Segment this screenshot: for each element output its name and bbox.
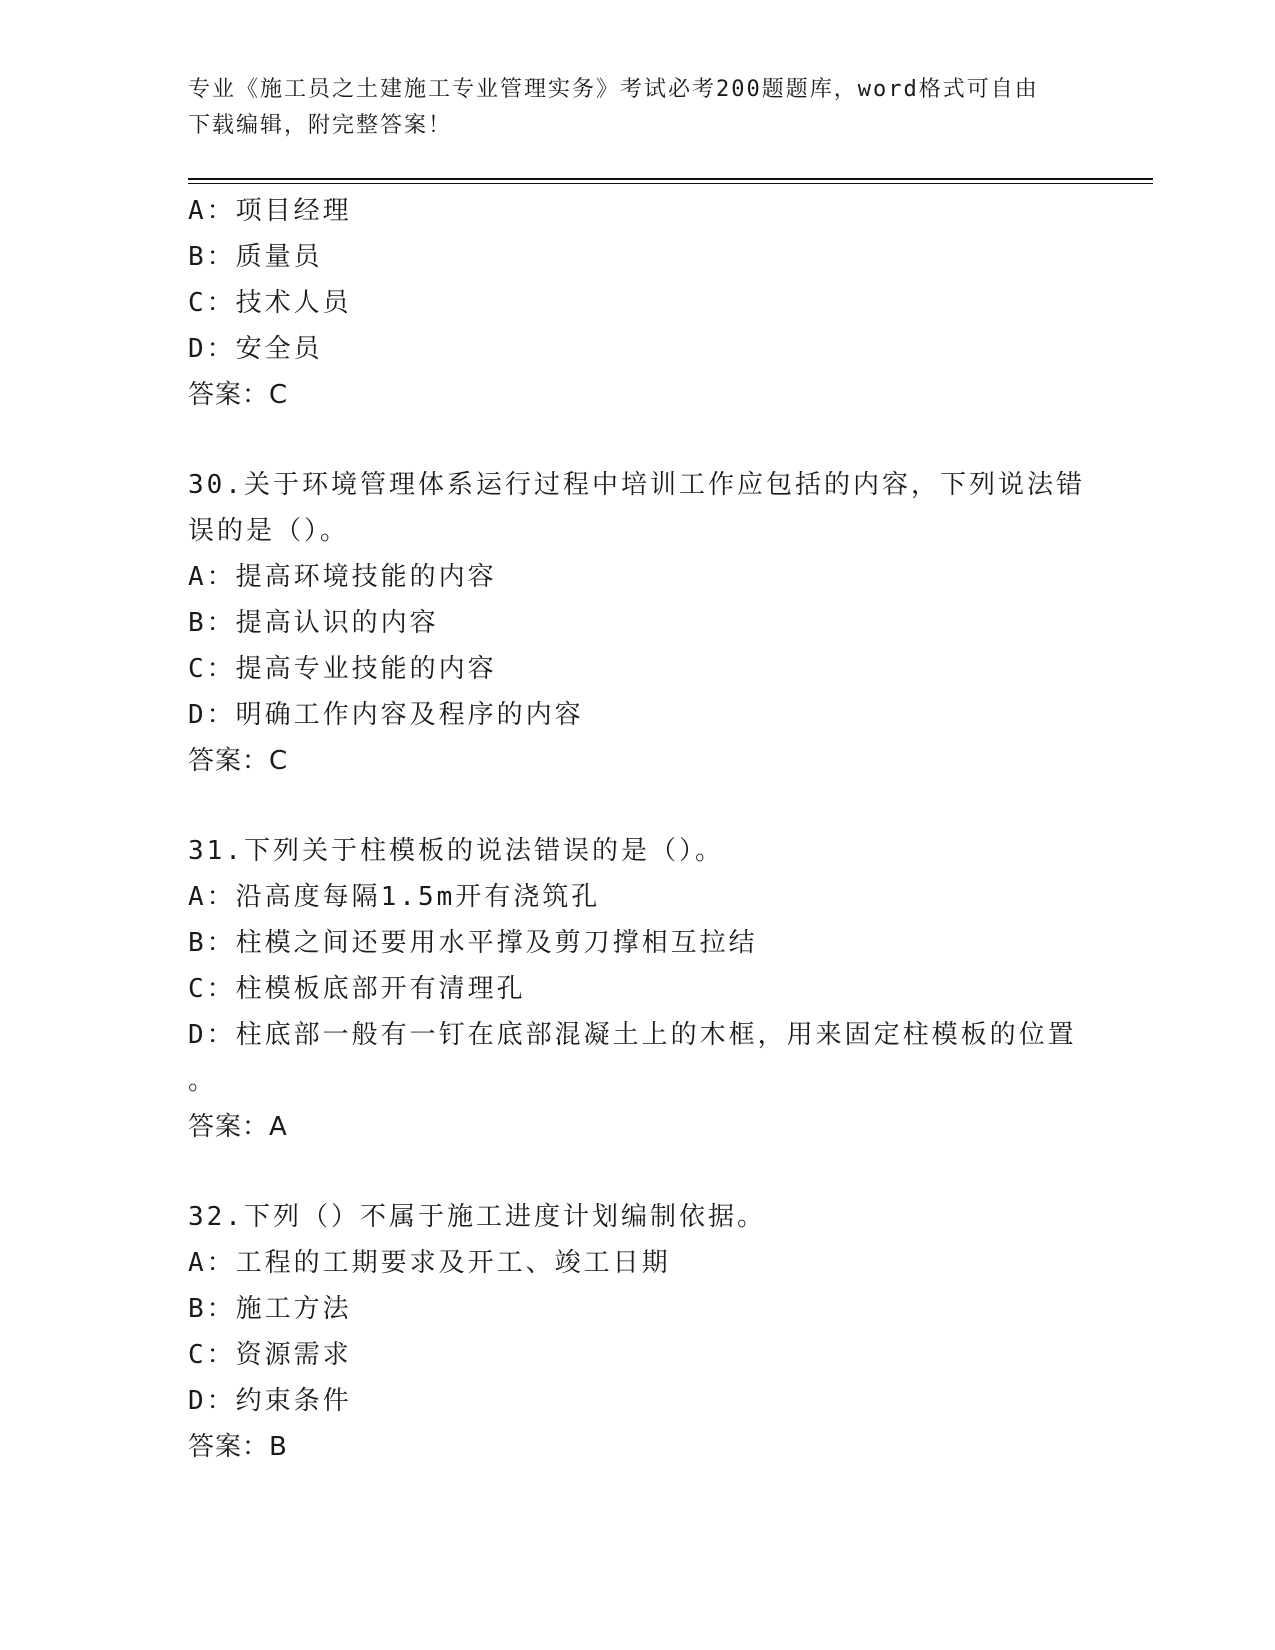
option-d: D：柱底部一般有一钉在底部混凝土上的木框，用来固定柱模板的位置	[188, 1020, 1077, 1050]
option-c: C：柱模板底部开有清理孔	[188, 974, 526, 1004]
option-a: A：沿高度每隔1.5m开有浇筑孔	[188, 882, 601, 912]
option-a: A：工程的工期要求及开工、竣工日期	[188, 1248, 671, 1278]
spacer	[188, 1150, 1088, 1194]
option-c: C：技术人员	[188, 288, 352, 318]
question-text-line-1: 30.关于环境管理体系运行过程中培训工作应包括的内容，下列说法错	[188, 470, 1085, 500]
answer-line: 答案：C	[188, 746, 289, 776]
question-text-line-1: 31.下列关于柱模板的说法错误的是（）。	[188, 836, 724, 866]
option-d-overflow: 。	[188, 1066, 218, 1096]
option-d: D：安全员	[188, 334, 323, 364]
answer-line: 答案：A	[188, 1112, 288, 1142]
question-text-line-2: 误的是（）。	[188, 516, 350, 546]
option-c: C：提高专业技能的内容	[188, 654, 497, 684]
header-line-1: 专业《施工员之土建施工专业管理实务》考试必考200题题库，word格式可自由	[188, 77, 1039, 102]
header-divider-thick	[188, 178, 1153, 180]
header-divider-thin	[188, 183, 1153, 184]
spacer	[188, 784, 1088, 828]
option-b: B：提高认识的内容	[188, 608, 439, 638]
option-b: B：施工方法	[188, 1294, 352, 1324]
answer-line: 答案：C	[188, 380, 289, 410]
option-d: D：约束条件	[188, 1386, 352, 1416]
document-header	[188, 72, 1068, 144]
answer-line: 答案：B	[188, 1432, 288, 1462]
option-b: B：质量员	[188, 242, 323, 272]
option-b: B：柱模之间还要用水平撑及剪刀撑相互拉结	[188, 928, 758, 958]
option-a: A：提高环境技能的内容	[188, 562, 497, 592]
option-d: D：明确工作内容及程序的内容	[188, 700, 584, 730]
header-line-2: 下载编辑，附完整答案！	[188, 113, 453, 138]
question-block-31	[188, 828, 1088, 1150]
question-text-line-1: 32.下列（）不属于施工进度计划编制依据。	[188, 1202, 766, 1232]
option-c: C：资源需求	[188, 1340, 352, 1370]
question-block-29	[188, 188, 1088, 418]
question-block-30	[188, 462, 1088, 784]
spacer	[188, 418, 1088, 462]
question-list	[188, 188, 1088, 1470]
question-block-32	[188, 1194, 1088, 1470]
option-a: A：项目经理	[188, 196, 352, 226]
